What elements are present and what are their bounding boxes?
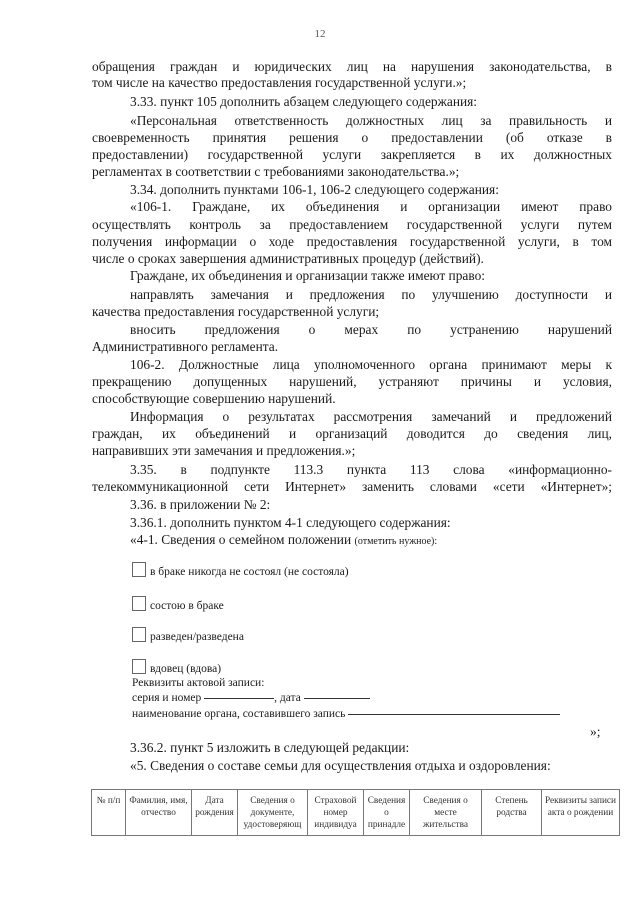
col-relation-header: Степень родства bbox=[482, 790, 542, 836]
text-line: вносить предложения о мерах по устранению нарушений bbox=[130, 322, 612, 337]
checkbox-never-married[interactable] bbox=[132, 562, 349, 579]
checkbox-icon[interactable] bbox=[132, 562, 146, 577]
date-field[interactable] bbox=[304, 698, 370, 699]
text-line: 3.36. в приложении № 2: bbox=[130, 497, 271, 512]
checkbox-label: состою в браке bbox=[150, 600, 224, 612]
col-affiliation-header: Сведения о принадле bbox=[364, 790, 410, 836]
checkbox-label: разведен/разведена bbox=[150, 631, 244, 643]
text-line: предоставлении) государственной услуги закрепляется в их должностных bbox=[92, 147, 612, 162]
text-line: Административного регламента. bbox=[92, 339, 279, 354]
text-line: своевременность принятия решения о предоставлении (об отказе в bbox=[92, 130, 612, 145]
text-line: «Персональная ответственность должностных лиц за правильность и bbox=[130, 113, 612, 128]
checkbox-widowed[interactable] bbox=[132, 659, 221, 676]
text-line: «106-1. Граждане, их объединения и организации имеют право bbox=[130, 199, 612, 214]
organ-field[interactable] bbox=[348, 714, 560, 715]
record-end: »; bbox=[590, 724, 601, 739]
col-insurance-header: Страховой номер индивидуа bbox=[308, 790, 364, 836]
text-line: числе о сроках завершения административных процедур (действий). bbox=[92, 251, 484, 266]
text-line: «5. Сведения о составе семьи для осуществления отдыха и оздоровления: bbox=[130, 758, 551, 773]
date-label: , дата bbox=[274, 692, 301, 704]
text-line: осуществлять контроль за предоставлением государственной услуги путем bbox=[92, 217, 612, 232]
family-table bbox=[91, 789, 620, 836]
text-line: телекоммуникационной сети Интернет» заменить словами «сети «Интернет»; bbox=[92, 479, 612, 494]
text-line: Граждане, их объединения и организации также имеют право: bbox=[130, 268, 485, 283]
text-line: прекращению допущенных нарушений, устраняют причины и условия, bbox=[92, 374, 612, 389]
checkbox-married[interactable] bbox=[132, 596, 224, 613]
series-label: серия и номер bbox=[132, 692, 202, 704]
page-number: 12 bbox=[314, 28, 326, 40]
text-line: 3.36.2. пункт 5 изложить в следующей редакции: bbox=[130, 740, 410, 755]
col-residence-header: Сведения о месте жительства bbox=[410, 790, 482, 836]
table-header-row bbox=[92, 790, 620, 836]
heading-family-status: «4-1. Сведения о семейном положении bbox=[130, 532, 352, 547]
col-document-header: Сведения о документе, удостоверяющ bbox=[238, 790, 308, 836]
col-name-header: Фамилия, имя, отчество bbox=[126, 790, 192, 836]
record-heading: Реквизиты актовой записи: bbox=[132, 677, 265, 689]
text-line: направлять замечания и предложения по улучшению доступности и bbox=[130, 287, 612, 302]
text-line: 3.35. в подпункте 113.3 пункта 113 слова «информационно- bbox=[130, 462, 612, 477]
text-line: граждан, их объединений и организаций доводится до сведения лиц, bbox=[92, 426, 612, 441]
col-birthrecord-header: Реквизиты записи акта о рождении bbox=[542, 790, 620, 836]
checkbox-label: в браке никогда не состоял (не состояла) bbox=[150, 566, 349, 578]
checkbox-icon[interactable] bbox=[132, 627, 146, 642]
text-line: том числе на качество предоставления государственной услуги.»; bbox=[92, 75, 467, 90]
text-line: 3.34. дополнить пунктами 106-1, 106-2 следующего содержания: bbox=[130, 182, 499, 197]
text-line: 106-2. Должностные лица уполномоченного органа принимают меры к bbox=[130, 357, 612, 372]
note-mark-needed: (отметить нужное): bbox=[354, 536, 438, 547]
series-field[interactable] bbox=[204, 698, 274, 699]
organ-label: наименование органа, составившего запись bbox=[132, 708, 346, 720]
text-line: способствующие совершению нарушений. bbox=[92, 391, 336, 406]
record-series-row bbox=[132, 691, 370, 705]
text-line: 3.33. пункт 105 дополнить абзацем следующего содержания: bbox=[130, 94, 478, 109]
col-number-header: № п/п bbox=[92, 790, 126, 836]
checkbox-label: вдовец (вдова) bbox=[150, 663, 222, 675]
text-line: получения информации о ходе предоставления государственной услуги, в том bbox=[92, 234, 612, 249]
checkbox-icon[interactable] bbox=[132, 659, 146, 674]
text-line: регламентах в соответствии с требованиями законодательства.»; bbox=[92, 164, 460, 179]
text-line: направивших эти замечания и предложения.»; bbox=[92, 443, 356, 458]
checkbox-divorced[interactable] bbox=[132, 627, 244, 644]
text-line bbox=[130, 532, 612, 550]
col-birthdate-header: Дата рождения bbox=[192, 790, 238, 836]
text-line: Информация о результатах рассмотрения замечаний и предложений bbox=[130, 409, 612, 424]
record-organ-row bbox=[132, 707, 560, 721]
text-line: обращения граждан и юридических лиц на нарушения законодательства, в bbox=[92, 59, 612, 74]
text-line: 3.36.1. дополнить пунктом 4-1 следующего содержания: bbox=[130, 515, 451, 530]
text-line: качества предоставления государственной услуги; bbox=[92, 304, 380, 319]
checkbox-icon[interactable] bbox=[132, 596, 146, 611]
